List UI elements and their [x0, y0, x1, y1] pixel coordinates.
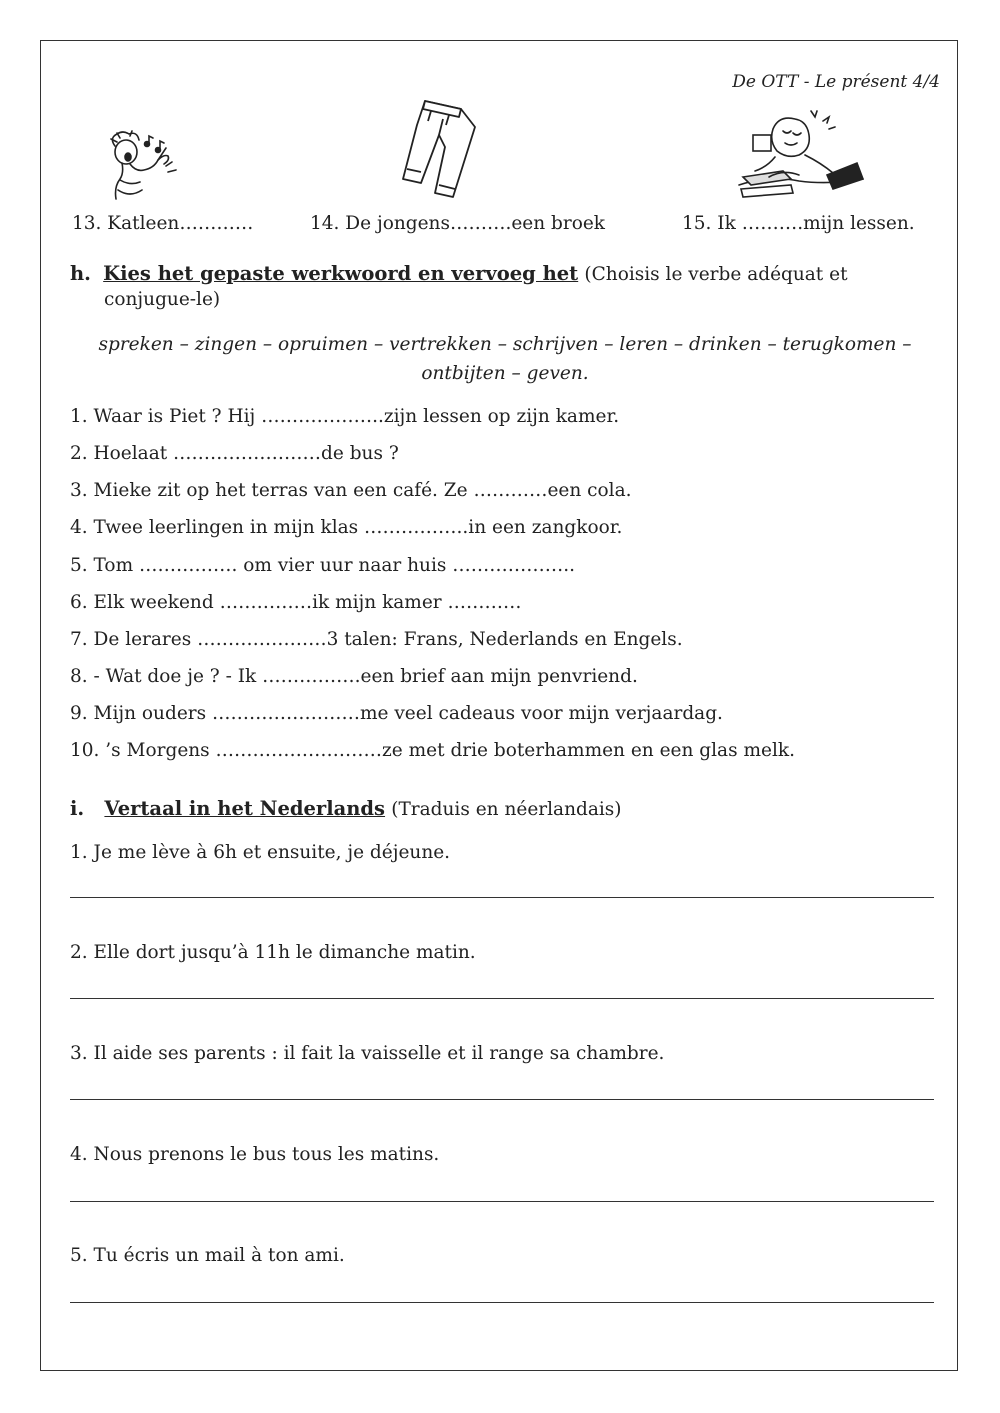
verb-list: spreken – zingen – opruimen – vertrekken – schrijven – leren – drinken – terugkomen – ontbijten – geven. — [98, 334, 912, 384]
section-i-letter: i. — [70, 797, 85, 820]
section-h-subtitle-continued: conjugue-le) — [104, 289, 221, 310]
exercise-item: 10. ’s Morgens ………………………ze met drie boterhammen en een glas melk. — [70, 740, 795, 761]
section-i-subtitle: (Traduis en néerlandais) — [391, 799, 622, 820]
picture-caption-13: 13. Katleen………… — [72, 213, 254, 234]
exercise-item: 1. Waar is Piet ? Hij ………………..zijn lessen op zijn kamer. — [70, 406, 620, 427]
translation-item: 1. Je me lève à 6h et ensuite, je déjeune. — [70, 842, 451, 863]
section-h-title: Kies het gepaste werkwoord en vervoeg het — [103, 262, 579, 285]
singing-girl-icon — [100, 130, 180, 205]
answer-line[interactable] — [70, 1201, 934, 1202]
exercise-item: 2. Hoelaat ……………………de bus ? — [70, 443, 399, 464]
exercise-item: 6. Elk weekend ……………ik mijn kamer ………… — [70, 592, 522, 613]
section-i-title: Vertaal in het Nederlands — [104, 797, 386, 820]
section-h-subtitle: (Choisis le verbe adéquat et — [584, 264, 848, 285]
worksheet-title: De OTT - Le présent 4/4 — [732, 72, 940, 92]
exercise-item: 7. De lerares …………………3 talen: Frans, Nederlands en Engels. — [70, 629, 683, 650]
answer-line[interactable] — [70, 897, 934, 898]
exercise-item: 8. - Wat doe je ? - Ik …………….een brief aan mijn penvriend. — [70, 666, 638, 687]
answer-line[interactable] — [70, 1302, 934, 1303]
answer-line[interactable] — [70, 998, 934, 999]
exercise-item: 3. Mieke zit op het terras van een café. Ze …………een cola. — [70, 480, 632, 501]
translation-item: 2. Elle dort jusqu’à 11h le dimanche matin. — [70, 942, 476, 963]
studying-girl-icon — [735, 107, 865, 205]
trousers-icon — [395, 97, 480, 202]
picture-caption-14: 14. De jongens……….een broek — [310, 213, 606, 234]
translation-item: 3. Il aide ses parents : il fait la vaisselle et il range sa chambre. — [70, 1043, 665, 1064]
translation-item: 4. Nous prenons le bus tous les matins. — [70, 1144, 440, 1165]
translation-item: 5. Tu écris un mail à ton ami. — [70, 1245, 345, 1266]
exercise-item: 9. Mijn ouders ……………………me veel cadeaus voor mijn verjaardag. — [70, 703, 723, 724]
picture-caption-15: 15. Ik ……….mijn lessen. — [682, 213, 915, 234]
exercise-item: 5. Tom ……………. om vier uur naar huis ……………….. — [70, 555, 575, 576]
section-i-heading — [70, 797, 622, 820]
section-h-letter: h. — [70, 262, 91, 285]
answer-line[interactable] — [70, 1099, 934, 1100]
exercise-item: 4. Twee leerlingen in mijn klas ……………..in een zangkoor. — [70, 517, 623, 538]
section-h-heading — [70, 262, 848, 285]
